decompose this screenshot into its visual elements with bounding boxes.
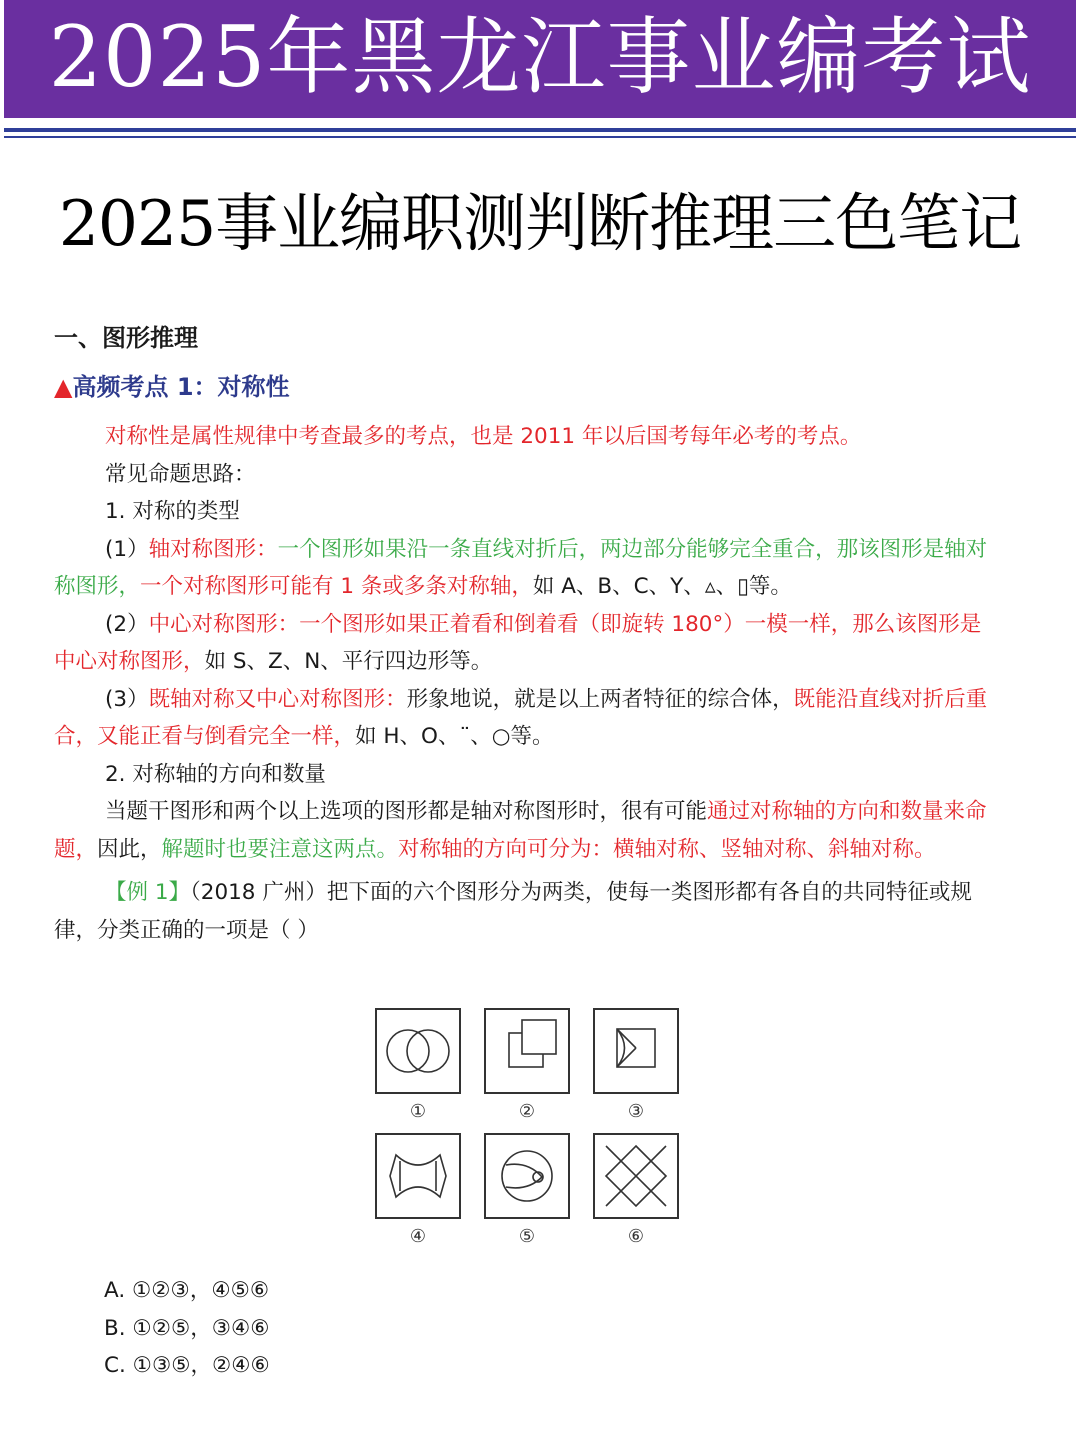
- axial-term: 轴对称图形：: [148, 536, 278, 562]
- figure-grid: [370, 1003, 684, 1253]
- key-point-heading: [54, 369, 290, 405]
- figure-6-crossed-diamond-icon: [594, 1134, 678, 1218]
- figure-1-overlapping-circles-icon: [376, 1009, 460, 1093]
- central-paragraph: (2）中心对称图形：一个图形如果正着看和倒着看（即旋转 180°）一模一样，那么该图形是中心对称图形，如 S、Z、N、平行四边形等。: [54, 611, 982, 674]
- both-term: 既轴对称又中心对称图形：: [148, 686, 407, 712]
- axial-examples: 如 A、B、C、Y、▵、▯等。: [532, 574, 792, 599]
- answer-options: [104, 1272, 270, 1385]
- example-text: （2018 广州）把下面的六个图形分为两类，使每一类图形都有各自的共同特征或规律，分类正确的一项是（ ）: [54, 880, 972, 943]
- option-b: B. ①②⑤，③④⑥: [104, 1315, 270, 1341]
- figure-label-1: ①: [409, 1101, 427, 1122]
- figure-5-circle-with-curve-icon: [485, 1134, 569, 1218]
- axial-paragraph: (1）轴对称图形：一个图形如果沿一条直线对折后，两边部分能够完全重合，那该图形是轴对称图形，一个对称图形可能有 1 条或多条对称轴，如 A、B、C、Y、▵、▯等。: [54, 536, 988, 599]
- approach-label: 常见命题思路：: [105, 461, 256, 487]
- both-examples: 如 H、O、¨、○等。: [355, 724, 554, 749]
- triangle-marker-icon: ▲: [54, 373, 73, 401]
- figure-3-square-with-lines-icon: [594, 1009, 678, 1093]
- axial-note: 一个对称图形可能有 1 条或多条对称轴，: [140, 574, 533, 599]
- axis-paragraph: 当题干图形和两个以上选项的图形都是轴对称图形时，很有可能通过对称轴的方向和数量来命题，因此，解题时也要注意这两点。对称轴的方向可分为：横轴对称、竖轴对称、斜轴对称。: [54, 799, 987, 862]
- axial-definition: 一个图形如果沿一条直线对折后，两边部分能够完全重合，那该图形是轴对称图形，: [54, 536, 988, 599]
- figure-2-overlapping-squares-icon: [485, 1009, 569, 1093]
- both-paragraph: (3）既轴对称又中心对称图形：形象地说，就是以上两者特征的综合体，既能沿直线对折后重合，又能正看与倒看完全一样，如 H、O、¨、○等。: [54, 686, 988, 749]
- header-divider-thick: [4, 128, 1076, 132]
- key-point-title: 高频考点 1：对称性: [72, 373, 290, 401]
- notes-body: [54, 418, 990, 949]
- figure-label-2: ②: [518, 1101, 536, 1122]
- figure-label-6: ⑥: [627, 1226, 645, 1247]
- option-a: A. ①②③，④⑤⑥: [104, 1278, 270, 1303]
- figure-4-curved-bowtie-icon: [376, 1134, 460, 1218]
- intro-paragraph: 对称性是属性规律中考查最多的考点，也是 2011 年以后国考每年必考的考点。: [105, 424, 862, 449]
- both-description: 形象地说，就是以上两者特征的综合体，: [406, 686, 794, 712]
- option-c: C. ①③⑤，②④⑥: [104, 1353, 270, 1378]
- section-heading: 一、图形推理: [54, 324, 198, 352]
- central-examples: 如 S、Z、N、平行四边形等。: [204, 649, 493, 674]
- example-question: [54, 874, 990, 949]
- both-definition: 既能沿直线对折后重合，又能正看与倒看完全一样，: [54, 686, 988, 749]
- banner-title: 2025年黑龙江事业编考试: [48, 8, 1032, 106]
- document-title: 2025事业编职测判断推理三色笔记: [58, 187, 1022, 260]
- header-divider-thin: [4, 136, 1076, 138]
- central-definition: 中心对称图形：一个图形如果正着看和倒着看（即旋转 180°）一模一样，那么该图形是中心对称图形，: [54, 611, 982, 674]
- types-heading: 1. 对称的类型: [105, 499, 240, 524]
- figure-label-5: ⑤: [518, 1226, 536, 1247]
- axis-heading: 2. 对称轴的方向和数量: [105, 761, 326, 787]
- figure-label-3: ③: [627, 1101, 645, 1122]
- figure-label-4: ④: [409, 1226, 427, 1247]
- example-label: 【例 1】: [105, 880, 191, 905]
